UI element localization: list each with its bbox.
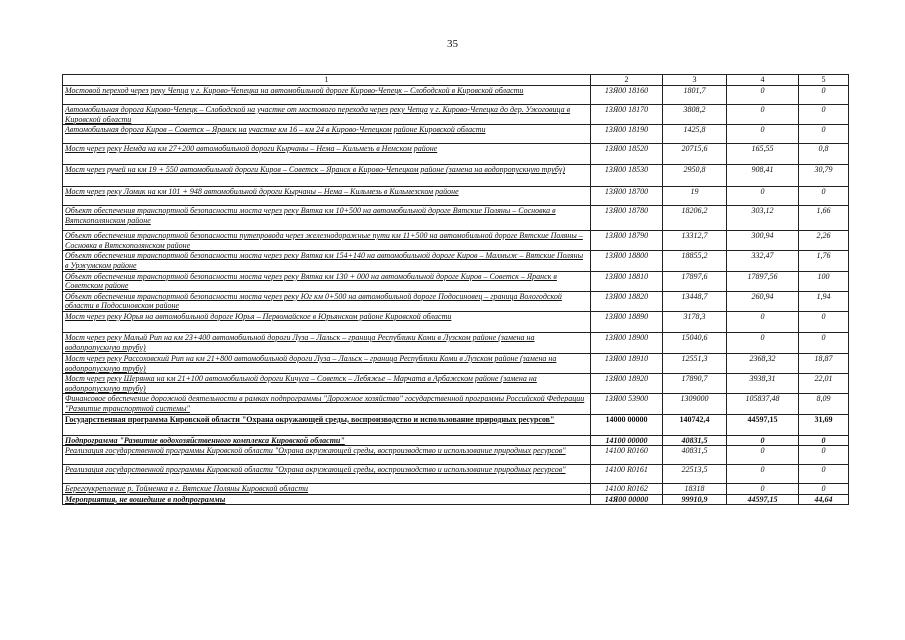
row-name-cell: Государственная программа Кировской области "Охрана окружающей среды, воспроизводство и использование природных ресурсов" bbox=[63, 414, 591, 435]
row-name-cell: Мост через реку Немда на км 27+200 автомобильной дороги Кырчаны – Нема – Кильмезь в Немском районе bbox=[63, 144, 591, 165]
row-name-cell: Финансовое обеспечение дорожной деятельности в рамках подпрограммы "Дорожное хозяйство" государственной программы Российской Федерации "Развитие транспортной системы" bbox=[63, 394, 591, 414]
row-code-cell: 13Я00 53900 bbox=[591, 394, 663, 414]
row-col4-cell: 303,12 bbox=[727, 206, 799, 231]
row-name-cell: Объект обеспечения транспортной безопасности моста через реку Юг км 0+500 на автомобильной дороге Подосиновец – граница Вологодской области в Подосиновском районе bbox=[63, 291, 591, 311]
page-number: 35 bbox=[447, 38, 458, 50]
row-col4-cell: 2368,32 bbox=[727, 353, 799, 373]
row-col4-cell: 44597,15 bbox=[727, 494, 799, 505]
table-row bbox=[63, 435, 849, 446]
row-name-cell: Подпрограмма "Развитие водохозяйственного комплекса Кировской области" bbox=[63, 435, 591, 446]
table-row bbox=[63, 311, 849, 332]
row-col5-cell: 1,66 bbox=[799, 206, 849, 231]
row-col5-cell: 0 bbox=[799, 465, 849, 484]
row-col4-cell: 0 bbox=[727, 484, 799, 495]
row-col3-cell: 13448,7 bbox=[663, 291, 727, 311]
row-code-cell: 14100 R0160 bbox=[591, 446, 663, 465]
row-col4-cell: 0 bbox=[727, 105, 799, 125]
row-col3-cell: 1425,8 bbox=[663, 125, 727, 144]
table-row bbox=[63, 231, 849, 251]
header-col-3: 3 bbox=[663, 75, 727, 86]
row-col5-cell: 100 bbox=[799, 271, 849, 291]
row-col3-cell: 20715,6 bbox=[663, 144, 727, 165]
row-col3-cell: 140742,4 bbox=[663, 414, 727, 435]
row-code-cell: 13Я00 18780 bbox=[591, 206, 663, 231]
row-col5-cell: 0 bbox=[799, 332, 849, 353]
row-code-cell: 14100 R0162 bbox=[591, 484, 663, 495]
row-col3-cell: 17897,6 bbox=[663, 271, 727, 291]
row-code-cell: 14000 00000 bbox=[591, 414, 663, 435]
row-col4-cell: 0 bbox=[727, 435, 799, 446]
table-row bbox=[63, 414, 849, 435]
row-name-cell: Мероприятия, не вошедшие в подпрограммы bbox=[63, 494, 591, 505]
row-col3-cell: 40831,5 bbox=[663, 435, 727, 446]
row-code-cell: 13Я00 18900 bbox=[591, 332, 663, 353]
row-col3-cell: 18318 bbox=[663, 484, 727, 495]
row-name-cell: Объект обеспечения транспортной безопасности моста через реку Вятка км 154+140 на автомобильной дороге Киров – Малмыж – Вятские Поляны в Уржумском районе bbox=[63, 251, 591, 271]
row-col3-cell: 17890,7 bbox=[663, 374, 727, 394]
table-row bbox=[63, 332, 849, 353]
row-col5-cell: 31,69 bbox=[799, 414, 849, 435]
row-col5-cell: 0,8 bbox=[799, 144, 849, 165]
row-code-cell: 13Я00 18530 bbox=[591, 165, 663, 187]
row-col3-cell: 1801,7 bbox=[663, 86, 727, 105]
row-name-cell: Объект обеспечения транспортной безопасности путепровода через железнодорожные пути км 11+500 на автомобильной дороге Вятские Поляны – Сосновка в Вятскополянском районе bbox=[63, 231, 591, 251]
header-col-4: 4 bbox=[727, 75, 799, 86]
row-name-cell: Мост через реку Ломик на км 101 + 948 автомобильной дороги Кырчаны – Нема – Кильмезь в Кильмезском районе bbox=[63, 187, 591, 206]
table-row bbox=[63, 251, 849, 271]
row-col4-cell: 165,55 bbox=[727, 144, 799, 165]
row-col3-cell: 15040,6 bbox=[663, 332, 727, 353]
row-col4-cell: 0 bbox=[727, 187, 799, 206]
table-row bbox=[63, 86, 849, 105]
table-row bbox=[63, 353, 849, 373]
row-name-cell: Мост через реку Рассоховский Рип на км 21+800 автомобильной дороги Луза – Лальск – граница Республики Коми в Лузском районе (замена на водопропускную трубу) bbox=[63, 353, 591, 373]
row-name-cell: Объект обеспечения транспортной безопасности моста через реку Вятка км 130 + 000 на автомобильной дороге Киров – Советск – Яранск в Советском районе bbox=[63, 271, 591, 291]
row-col5-cell: 18,87 bbox=[799, 353, 849, 373]
row-code-cell: 14100 00000 bbox=[591, 435, 663, 446]
row-code-cell: 13Я00 18800 bbox=[591, 251, 663, 271]
table-row bbox=[63, 206, 849, 231]
row-code-cell: 13Я00 18890 bbox=[591, 311, 663, 332]
table-row bbox=[63, 484, 849, 495]
row-col3-cell: 19 bbox=[663, 187, 727, 206]
row-code-cell: 14100 R0161 bbox=[591, 465, 663, 484]
row-col3-cell: 18855,2 bbox=[663, 251, 727, 271]
row-name-cell: Автомобильная дорога Кирово-Чепецк – Слободской на участке от мостового перехода через реку Чепца у г. Кирово-Чепецка до дер. Ужоговица в Кировской области bbox=[63, 105, 591, 125]
row-col4-cell: 0 bbox=[727, 311, 799, 332]
table-row bbox=[63, 465, 849, 484]
row-code-cell: 13Я00 18910 bbox=[591, 353, 663, 373]
table-row bbox=[63, 394, 849, 414]
row-name-cell: Реализация государственной программы Кировской области "Охрана окружающей среды, воспроизводство и использование природных ресурсов" bbox=[63, 446, 591, 465]
row-col5-cell: 2,26 bbox=[799, 231, 849, 251]
row-col4-cell: 260,94 bbox=[727, 291, 799, 311]
row-code-cell: 13Я00 18920 bbox=[591, 374, 663, 394]
row-col5-cell: 22,01 bbox=[799, 374, 849, 394]
header-col-2: 2 bbox=[591, 75, 663, 86]
row-col4-cell: 0 bbox=[727, 465, 799, 484]
table-header-row bbox=[63, 75, 849, 86]
table-row bbox=[63, 494, 849, 505]
table-row bbox=[63, 291, 849, 311]
row-col5-cell: 0 bbox=[799, 105, 849, 125]
row-name-cell: Мост через ручей на км 19 + 550 автомобильной дороги Киров – Советск – Яранск в Кирово-Чепецком районе (замена на водопропускную трубу) bbox=[63, 165, 591, 187]
row-col4-cell: 3938,31 bbox=[727, 374, 799, 394]
row-code-cell: 13Я00 18790 bbox=[591, 231, 663, 251]
row-col3-cell: 18206,2 bbox=[663, 206, 727, 231]
row-col5-cell: 0 bbox=[799, 86, 849, 105]
row-name-cell: Мост через реку Шерянка на км 21+100 автомобильной дороги Кичуга – Советск – Лебяжье – Марчата в Арбажском районе (замена на водопропускную трубу) bbox=[63, 374, 591, 394]
row-col3-cell: 2950,8 bbox=[663, 165, 727, 187]
row-code-cell: 13Я00 18700 bbox=[591, 187, 663, 206]
row-col5-cell: 0 bbox=[799, 435, 849, 446]
row-col3-cell: 12551,3 bbox=[663, 353, 727, 373]
row-col3-cell: 3178,3 bbox=[663, 311, 727, 332]
row-code-cell: 14Я00 00000 bbox=[591, 494, 663, 505]
table-row bbox=[63, 144, 849, 165]
header-col-1: 1 bbox=[63, 75, 591, 86]
table-row bbox=[63, 374, 849, 394]
row-col4-cell: 908,41 bbox=[727, 165, 799, 187]
row-col5-cell: 1,76 bbox=[799, 251, 849, 271]
row-name-cell: Реализация государственной программы Кировской области "Охрана окружающей среды, воспроизводство и использование природных ресурсов" bbox=[63, 465, 591, 484]
row-code-cell: 13Я00 18190 bbox=[591, 125, 663, 144]
table-row bbox=[63, 446, 849, 465]
table-row bbox=[63, 125, 849, 144]
row-code-cell: 13Я00 18810 bbox=[591, 271, 663, 291]
row-col3-cell: 3808,2 bbox=[663, 105, 727, 125]
row-col5-cell: 0 bbox=[799, 125, 849, 144]
row-code-cell: 13Я00 18520 bbox=[591, 144, 663, 165]
row-col4-cell: 17897,56 bbox=[727, 271, 799, 291]
row-code-cell: 13Я00 18160 bbox=[591, 86, 663, 105]
row-col5-cell: 0 bbox=[799, 446, 849, 465]
row-col5-cell: 0 bbox=[799, 187, 849, 206]
table-row bbox=[63, 187, 849, 206]
row-col3-cell: 99910,9 bbox=[663, 494, 727, 505]
row-col3-cell: 13312,7 bbox=[663, 231, 727, 251]
row-name-cell: Мостовой переход через реку Чепца у г. Кирово-Чепецка на автомобильной дороге Кирово-Чепецк – Слободской в Кировской области bbox=[63, 86, 591, 105]
row-col5-cell: 1,94 bbox=[799, 291, 849, 311]
row-name-cell: Объект обеспечения транспортной безопасности моста через реку Вятка км 10+500 на автомобильной дороге Вятские Поляны – Сосновка в Вятскополянском районе bbox=[63, 206, 591, 231]
row-code-cell: 13Я00 18820 bbox=[591, 291, 663, 311]
row-col5-cell: 0 bbox=[799, 484, 849, 495]
row-col3-cell: 1309000 bbox=[663, 394, 727, 414]
row-name-cell: Мост через реку Малый Рип на км 23+400 автомобильной дороги Луза – Лальск – граница Республики Коми в Лузском районе (замена на водопропускную трубу) bbox=[63, 332, 591, 353]
row-col4-cell: 0 bbox=[727, 125, 799, 144]
row-col5-cell: 44,64 bbox=[799, 494, 849, 505]
row-name-cell: Мост через реку Юрья на автомобильной дороге Юрья – Первомайское в Юрьянском районе Кировской области bbox=[63, 311, 591, 332]
row-col3-cell: 22513,5 bbox=[663, 465, 727, 484]
row-col4-cell: 0 bbox=[727, 332, 799, 353]
row-col5-cell: 8,09 bbox=[799, 394, 849, 414]
row-col4-cell: 332,47 bbox=[727, 251, 799, 271]
row-col4-cell: 0 bbox=[727, 446, 799, 465]
row-col4-cell: 0 bbox=[727, 86, 799, 105]
row-col3-cell: 40831,5 bbox=[663, 446, 727, 465]
header-col-5: 5 bbox=[799, 75, 849, 86]
row-name-cell: Автомобильная дорога Киров – Советск – Яранск на участке км 16 – км 24 в Кирово-Чепецком районе Кировской области bbox=[63, 125, 591, 144]
table-row bbox=[63, 165, 849, 187]
row-col5-cell: 30,79 bbox=[799, 165, 849, 187]
row-col4-cell: 300,94 bbox=[727, 231, 799, 251]
row-col4-cell: 44597,15 bbox=[727, 414, 799, 435]
row-col4-cell: 105837,48 bbox=[727, 394, 799, 414]
row-name-cell: Берегоукрепление р. Тойменка в г. Вятские Поляны Кировской области bbox=[63, 484, 591, 495]
budget-table bbox=[62, 74, 849, 505]
row-col5-cell: 0 bbox=[799, 311, 849, 332]
table-row bbox=[63, 271, 849, 291]
table-row bbox=[63, 105, 849, 125]
row-code-cell: 13Я00 18170 bbox=[591, 105, 663, 125]
